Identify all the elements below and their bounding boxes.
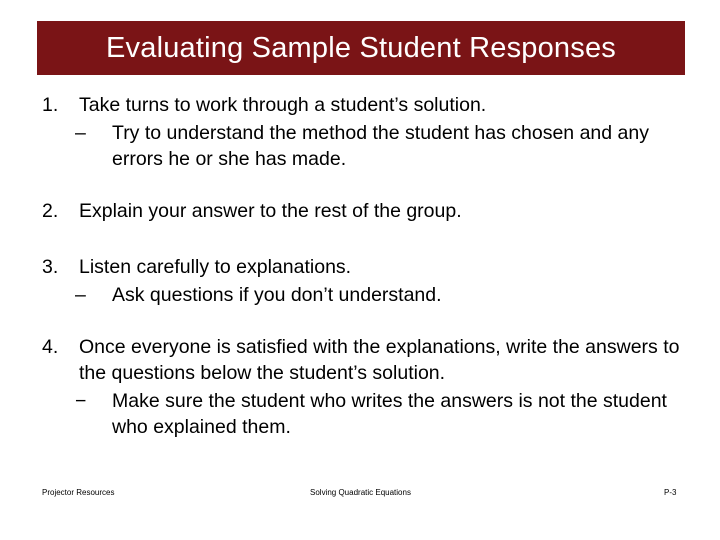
- slide-content: [42, 92, 692, 440]
- title-bar: [37, 21, 685, 75]
- list-item-text: Once everyone is satisfied with the explanations, write the answers to the questions below the student’s solution.: [79, 336, 680, 384]
- list-item-text: Take turns to work through a student’s solution.: [79, 94, 487, 116]
- sub-item-text: Ask questions if you don’t understand.: [112, 284, 442, 306]
- list-item-number: 4.: [42, 336, 59, 358]
- list-item-2: [42, 198, 692, 224]
- list-item-number: 1.: [42, 94, 59, 116]
- sub-item-text: Make sure the student who writes the answers is not the student who explained them.: [112, 390, 667, 438]
- list-item-1: [42, 92, 692, 118]
- dash-bullet: –: [75, 122, 86, 144]
- footer-left: Projector Resources: [42, 488, 115, 497]
- sub-item-4: [42, 388, 692, 440]
- footer-page-number: P-3: [664, 488, 677, 497]
- list-item-number: 3.: [42, 256, 59, 278]
- list-item-number: 2.: [42, 200, 59, 222]
- list-item-text: Listen carefully to explanations.: [79, 256, 352, 278]
- sub-item-text: Try to understand the method the student has chosen and any errors he or she has made.: [112, 122, 649, 170]
- list-item-3: [42, 254, 692, 280]
- dash-bullet: −: [75, 390, 87, 412]
- slide-title: Evaluating Sample Student Responses: [106, 31, 616, 64]
- list-item-4: [42, 334, 692, 386]
- sub-item-3: [42, 282, 692, 308]
- list-item-text: Explain your answer to the rest of the group.: [79, 200, 462, 222]
- dash-bullet: –: [75, 284, 86, 306]
- sub-item-1: [42, 120, 692, 172]
- footer-center: Solving Quadratic Equations: [310, 488, 411, 497]
